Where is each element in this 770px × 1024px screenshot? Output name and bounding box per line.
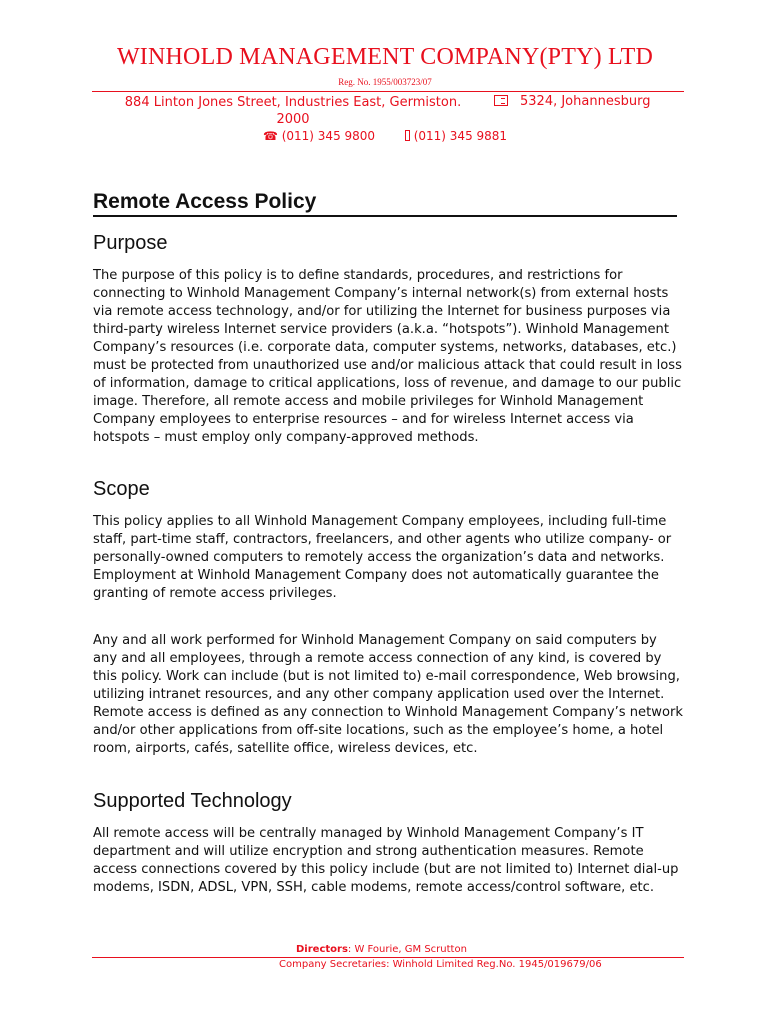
address-line-2: 2000 <box>276 112 310 127</box>
footer-divider <box>92 957 684 958</box>
section-heading-scope: Scope <box>93 478 150 500</box>
scope-paragraph-1: This policy applies to all Winhold Management Company employees, including full-time staff, part-time staff, contractors, freelancers, and other agents who utilize company- or personally-owned computers to remotely access the organization’s data and networks. Employment at Winhold Management Company does not automatically guarantee the granting of remote access privileges. <box>93 514 672 601</box>
footer-company-secretaries: Company Secretaries: Winhold Limited Reg.No. 1945/019679/06 <box>279 959 602 970</box>
directors-label: Directors <box>296 944 348 955</box>
po-box: 5324, Johannesburg <box>520 94 651 109</box>
purpose-paragraph: The purpose of this policy is to define standards, procedures, and restrictions for connecting to Winhold Management Company’s internal network(s) from external hosts via remote access technology, and/or for utilizing the Internet for business purposes via third-party wireless Internet service providers (a.k.a. “hotspots”). Winhold Management Company’s resources (i.e. corporate data, computer systems, networks, databases, etc.) must be protected from unauthorized use and/or malicious attack that could result in loss of information, damage to critical applications, loss of revenue, and damage to our public image. Therefore, all remote access and mobile privileges for Winhold Management Company employees to enterprise resources – and for wireless Internet access via hotspots – must employ only company-approved methods. <box>93 268 682 445</box>
contact-numbers <box>0 129 770 143</box>
supported-technology-paragraph: All remote access will be centrally managed by Winhold Management Company’s IT department and will utilize encryption and strong authentication measures. Remote access connections covered by this policy include (but are not limited to) Internet dial-up modems, ISDN, ADSL, VPN, SSH, cable modems, remote access/control software, etc. <box>93 826 679 895</box>
footer-directors <box>296 944 467 955</box>
street-address <box>108 94 478 128</box>
document-title: Remote Access Policy <box>93 190 677 217</box>
scope-paragraph-2: Any and all work performed for Winhold Management Company on said computers by any and all employees, through a remote access connection of any kind, is covered by this policy. Work can include (but is not limited to) e-mail correspondence, Web browsing, utilizing intranet resources, and any other company application used over the Internet. Remote access is defined as any connection to Winhold Management Company’s network and/or other applications from off-site locations, such as the employee’s home, a hotel room, airports, cafés, satellite office, wireless devices, etc. <box>93 633 683 756</box>
header-divider <box>92 91 684 92</box>
po-box-icon <box>494 95 508 106</box>
registration-number: Reg. No. 1955/003723/07 <box>338 77 432 87</box>
phone-number: (011) 345 9800 <box>281 129 376 143</box>
company-name: WINHOLD MANAGEMENT COMPANY(PTY) LTD <box>116 44 654 70</box>
directors-names: : W Fourie, GM Scrutton <box>347 944 467 955</box>
fax-icon <box>405 130 410 141</box>
address-line-1: 884 Linton Jones Street, Industries East, Germiston. <box>124 95 462 110</box>
section-heading-purpose: Purpose <box>93 232 168 254</box>
telephone-icon: ☎ <box>262 129 278 143</box>
fax-number: (011) 345 9881 <box>413 129 508 143</box>
section-heading-supported-technology: Supported Technology <box>93 790 292 812</box>
